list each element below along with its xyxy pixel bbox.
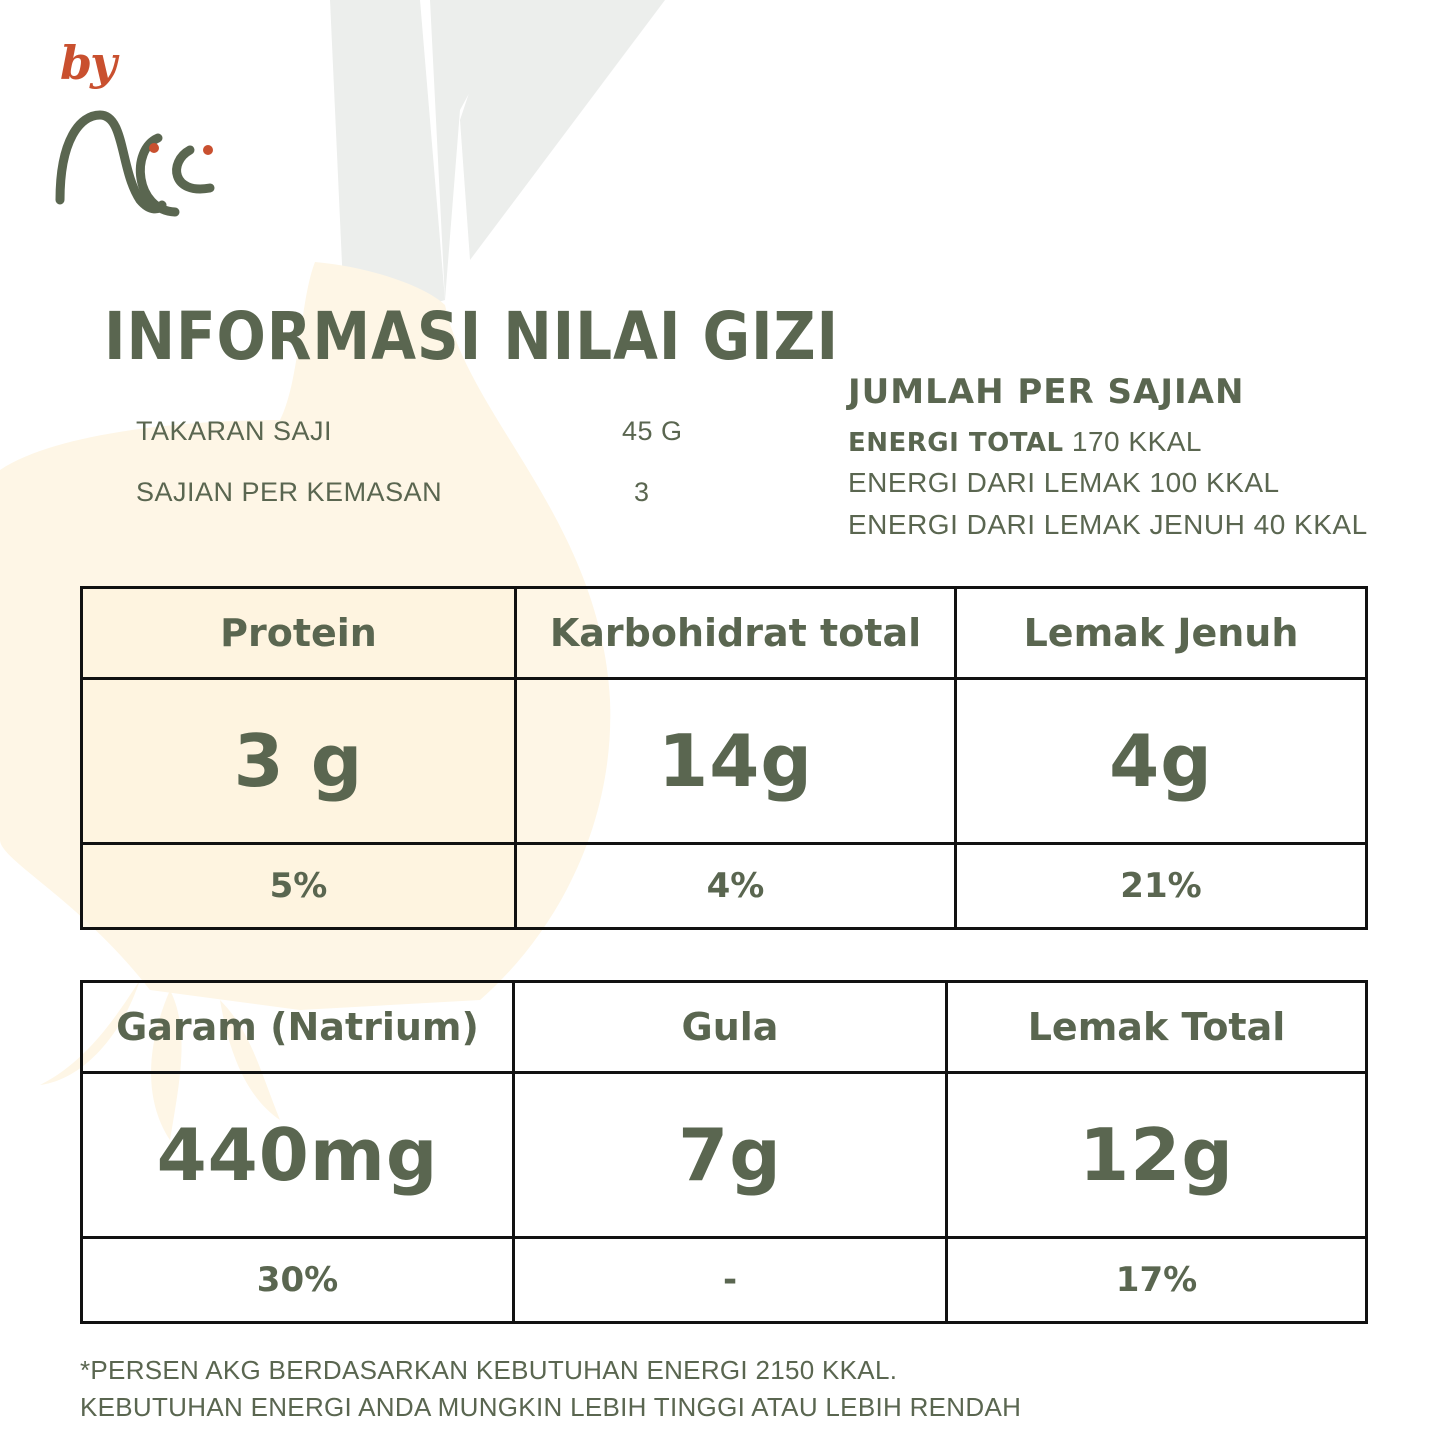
footnote-line-1: *PERSEN AKG BERDASARKAN KEBUTUHAN ENERGI 2150 KKAL. bbox=[80, 1355, 898, 1385]
page-title: INFORMASI NILAI GIZI bbox=[104, 298, 840, 375]
energy-total-value: 170 KKAL bbox=[1071, 426, 1203, 457]
carbohydrate-percent: 4% bbox=[516, 844, 956, 929]
sodium-percent: 30% bbox=[82, 1238, 514, 1323]
logo-mark-icon bbox=[50, 100, 240, 230]
serving-size-value: 45 G bbox=[622, 416, 683, 446]
energy-from-saturated-fat: ENERGI DARI LEMAK JENUH 40 KKAL bbox=[848, 509, 1368, 540]
nutrition-table-2 bbox=[80, 980, 1368, 1324]
saturated-fat-header: Lemak Jenuh bbox=[956, 588, 1367, 679]
servings-per-pack-label: SAJIAN PER KEMASAN bbox=[136, 477, 443, 507]
saturated-fat-amount: 4g bbox=[956, 679, 1367, 844]
table-header-row bbox=[82, 588, 1367, 679]
servings-per-pack-value: 3 bbox=[634, 477, 650, 507]
total-fat-header: Lemak Total bbox=[947, 982, 1367, 1073]
total-fat-amount: 12g bbox=[947, 1073, 1367, 1238]
energy-total-line bbox=[848, 426, 1202, 458]
serving-size-label: TAKARAN SAJI bbox=[136, 416, 333, 446]
carbohydrate-header: Karbohidrat total bbox=[516, 588, 956, 679]
sugar-header: Gula bbox=[514, 982, 947, 1073]
footnote-line-2: KEBUTUHAN ENERGI ANDA MUNGKIN LEBIH TINGGI ATAU LEBIH RENDAH bbox=[80, 1392, 1022, 1422]
logo-by-text: by bbox=[60, 36, 115, 90]
carbohydrate-amount: 14g bbox=[516, 679, 956, 844]
sodium-header: Garam (Natrium) bbox=[82, 982, 514, 1073]
energy-from-fat: ENERGI DARI LEMAK 100 KKAL bbox=[848, 467, 1280, 498]
sodium-amount: 440mg bbox=[82, 1073, 514, 1238]
table-amount-row bbox=[82, 1073, 1367, 1238]
saturated-fat-percent: 21% bbox=[956, 844, 1367, 929]
sugar-amount: 7g bbox=[514, 1073, 947, 1238]
table-amount-row bbox=[82, 679, 1367, 844]
table-header-row bbox=[82, 982, 1367, 1073]
brand-logo bbox=[40, 30, 240, 230]
protein-header: Protein bbox=[82, 588, 516, 679]
table-percent-row bbox=[82, 844, 1367, 929]
table-percent-row bbox=[82, 1238, 1367, 1323]
protein-percent: 5% bbox=[82, 844, 516, 929]
sugar-percent: - bbox=[514, 1238, 947, 1323]
nutrition-table-1 bbox=[80, 586, 1368, 930]
per-serving-title: JUMLAH PER SAJIAN bbox=[848, 372, 1245, 412]
protein-amount: 3 g bbox=[82, 679, 516, 844]
total-fat-percent: 17% bbox=[947, 1238, 1367, 1323]
energy-total-label: ENERGI TOTAL bbox=[848, 428, 1064, 458]
